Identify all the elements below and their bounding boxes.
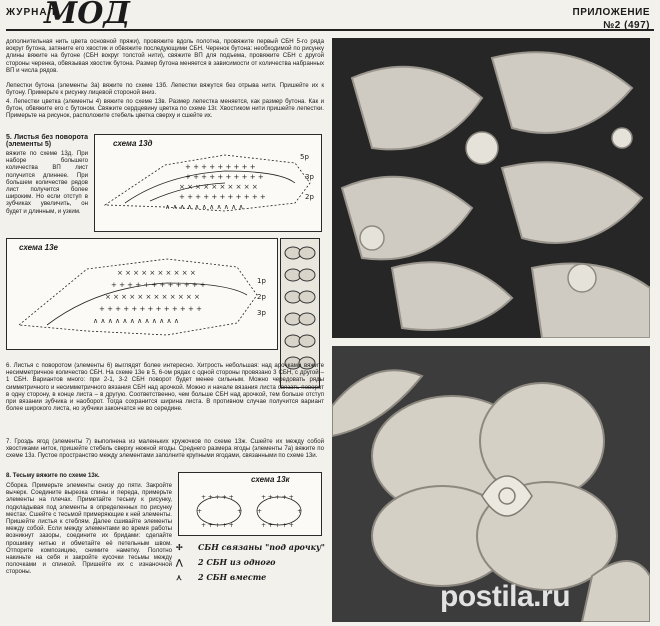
lace-pattern-image xyxy=(332,38,650,338)
svg-text:2p: 2p xyxy=(257,293,266,301)
leaves-turn-text: 6. Листья с поворотом (элементы 6) выглядят более интересно. Хитрость небольшая: над арочками вяжите несимметричное количество СБН. На схеме 13е в 5, 6-ом рядах с одной стороны провязано 3 СБН, с другой – 1 СБН. Вариантов много: при 2-1, 3-2 СБН поворот будет менее сильным. Можно чередовать ряды симметричного и несимметричного вязания СБН над арочкой. Можно и начале вязания листа связать поворот в одну сторону, в конце листа – в другую. Соответственно, чем больше СБН над арочкой, тем больше отступ при вязании зубчика и наоборот. Тогда сохранится ширина листа. В противном случае получится вариант более широкого листа, но зубчики закончатся не во середине. xyxy=(6,362,324,413)
svg-text:∧ ∧ ∧ ∧ ∧ ∧ ∧ ∧ ∧ ∧ ∧ ∧: ∧ ∧ ∧ ∧ ∧ ∧ ∧ ∧ ∧ ∧ ∧ ∧ xyxy=(93,317,179,325)
svg-text:+: + xyxy=(197,508,203,515)
svg-text:∧ ∧ ∧ ∧ ∧ ∧ ∧ ∧ ∧ ∧ ∧: ∧ ∧ ∧ ∧ ∧ ∧ ∧ ∧ ∧ ∧ ∧ xyxy=(165,203,244,211)
legend-label: 2 СБН из одного xyxy=(198,557,276,567)
magazine-name-small: ЖУРНАЛ xyxy=(6,7,56,18)
diagram-13d-caption: схема 13д xyxy=(113,139,153,148)
diagram-13d-chart xyxy=(95,135,321,231)
svg-text:2p: 2p xyxy=(305,193,314,201)
diagram-13e-chart xyxy=(7,239,277,349)
watermark: postila.ru xyxy=(440,580,571,613)
supplement-label: ПРИЛОЖЕНИЕ xyxy=(572,7,650,18)
leaves-heading: 5. Листья без поворота (элементы 5) xyxy=(6,134,88,149)
legend-row xyxy=(176,540,326,555)
legend-label: СБН связаны "под арочку" xyxy=(198,542,325,552)
diagram-13e-caption: схема 13е xyxy=(19,243,58,252)
svg-text:+: + xyxy=(297,508,303,515)
legend-row xyxy=(176,570,326,585)
legend-symbol-icon: ✢ xyxy=(176,542,183,552)
svg-text:× × × × × × × × × ×: × × × × × × × × × × xyxy=(117,269,196,277)
magazine-header xyxy=(0,0,660,34)
svg-text:+ + + + + + + + + + + + +: + + + + + + + + + + + + + xyxy=(99,305,202,313)
legend-symbol-icon: ⋀ xyxy=(176,557,183,567)
diagram-13k-chart xyxy=(179,473,321,535)
mesh-text: 8. Тесьму вяжите по схеме 13к. xyxy=(6,472,100,479)
diagram-13d xyxy=(94,134,322,232)
svg-text:+ + + + +: + + + + + xyxy=(201,494,234,501)
svg-text:+ + + + +: + + + + + xyxy=(261,494,294,501)
symbol-legend xyxy=(176,540,326,585)
diagram-13k-caption: схема 13к xyxy=(251,475,290,484)
svg-text:1p: 1p xyxy=(257,277,266,285)
svg-text:× × × × × × × × × ×: × × × × × × × × × × xyxy=(179,183,258,191)
diagram-13k xyxy=(178,472,322,536)
svg-text:+: + xyxy=(237,508,243,515)
svg-text:+: + xyxy=(257,508,263,515)
svg-text:3p: 3p xyxy=(257,309,266,317)
diagram-13e xyxy=(6,238,278,350)
legend-symbol-icon: ⋏ xyxy=(176,572,182,582)
header-rule xyxy=(6,29,654,31)
grapes-text: 7. Гроздь ягод (элементы 7) выполнена из маленьких кружочков по схеме 13ж. Сшейте их между собой хвостиками ниток, пришейте стебель сверху нежной ягоды. Среднего размера ягоды (элементы 7а) вяжите по схеме 13з. Пустое пространство между элементами заполните крупными ягодами, связанными по схеме 13и. xyxy=(6,438,324,460)
svg-text:× × × × × × × × × × × ×: × × × × × × × × × × × × xyxy=(105,293,200,301)
svg-text:+ + + + +: + + + + + xyxy=(201,522,234,529)
issue-number: №2 (497) xyxy=(603,20,650,31)
bud-petals-text: Лепестки бутона (элементы 3а) вяжите по схеме 13б. Лепестки вяжутся без отрыва нити. Пришейте их к бутону. Примерьте к рисунку лицевой стороной вниз. xyxy=(6,82,324,97)
assembly-text: Сборка. Примерьте элементы снизу до пяти. Закройте вычерк. Соедините вырезка спины и переда, примерьте элементы на плечах. Приметайте тесьму к рисунку, подкладывая под элементы в определенных по рисунку местах. Сшейте с тесьмой примеряющие к ней элементы. Пришейте листья к стеблям. Далее сшивайте элементы между собой. Если между элементами во время работы возникнут зазоры, соедините их бридами: сделайте прошивку нитью и обметайте её петельным швом. Отпорите композицию, снимите наметку. Полотно накиньте на себя и закройте кусочки тесьмы между полочками и спинкой. Пришейте их с изнаночной стороны. xyxy=(6,482,172,576)
flower-petals-text: 4. Лепестки цветка (элементы 4) вяжите по схеме 13в. Размер лепестка меняется, как размер бутона. Как и бутон, обвяжите его с бутоном. Свяжите сердцевину цветка по схеме 13г. Хвостиком нити пришейте лепестки. Примерьте на рисунок, расположите стебель цветка сверху и сшейте их. xyxy=(6,98,324,120)
lace-photo-top xyxy=(332,38,650,338)
svg-text:+ + + + + + + + + +: + + + + + + + + + + xyxy=(185,173,264,181)
svg-text:+ + + + +: + + + + + xyxy=(261,522,294,529)
svg-text:+ + + + + + + + + + + +: + + + + + + + + + + + + xyxy=(111,281,206,289)
legend-row xyxy=(176,555,326,570)
svg-text:+ + + + + + + + + + +: + + + + + + + + + + + xyxy=(179,193,266,201)
legend-label: 2 СБН вместе xyxy=(198,572,267,582)
svg-text:+ + + + + + + + +: + + + + + + + + + xyxy=(185,163,256,171)
instructions-column xyxy=(6,38,324,622)
svg-text:3p: 3p xyxy=(305,173,314,181)
svg-text:5p: 5p xyxy=(300,153,309,161)
leaves-text: вяжите по схеме 13д. При наборе большего количества ВП лист получится длиннее. При большем количестве рядов лист получится более широким. Но если отступ в зубчиках увеличить, он будет и длинным, и узким. xyxy=(6,150,88,215)
intro-text: дополнительная нить цвета основной пряжи), провяжите вдоль полотна, провяжите первый СБН 5-го ряда вокруг бутона, затяните его хвостик и обвяжите последующими СБН. Черенок бутона: необходимой по рисунку длины вяжите на бутоне (СБН вокруг толстой нити), свяжите ВП для подъема, провяжите СБН с другой стороны черенка, обвязывая хвостик бутона. Размер бутона меняется в зависимости от количества набранных ВП и числа рядов. xyxy=(6,38,324,74)
magazine-logo: МОД xyxy=(44,0,131,31)
